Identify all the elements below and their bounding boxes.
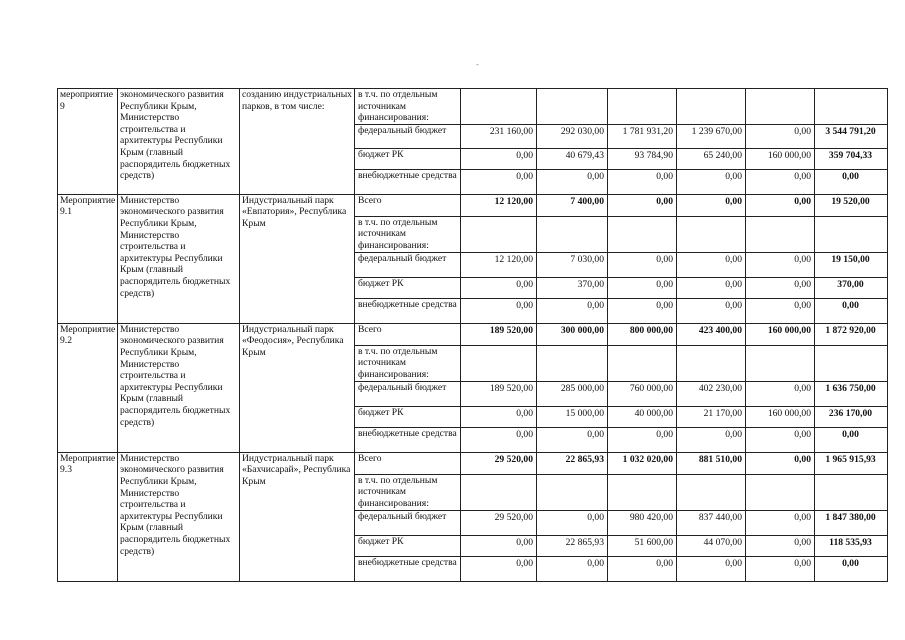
cell-year-4: 0,00 <box>677 427 746 452</box>
cell-year-2: 7 030,00 <box>537 252 608 277</box>
cell-year-2: 22 865,93 <box>537 452 608 474</box>
cell-year-3: 0,00 <box>608 277 677 298</box>
funding-source: в т.ч. по отдельным источникам финансирования: <box>355 216 461 252</box>
cell-year-5 <box>746 216 815 252</box>
cell-year-5: 0,00 <box>746 510 815 535</box>
cell-year-2: 292 030,00 <box>537 124 608 148</box>
cell-total <box>815 345 888 381</box>
cell-year-3: 980 420,00 <box>608 510 677 535</box>
cell-year-3: 1 781 931,20 <box>608 124 677 148</box>
cell-year-2: 0,00 <box>537 298 608 323</box>
cell-year-1: 0,00 <box>461 169 537 194</box>
funding-source: федеральный бюджет <box>355 381 461 406</box>
measure-name: созданию индустриальных парков, в том числе: <box>240 89 355 195</box>
cell-year-2: 0,00 <box>537 510 608 535</box>
measure-code: мероприятие 9 <box>58 89 118 195</box>
cell-year-3: 0,00 <box>608 427 677 452</box>
funding-source: федеральный бюджет <box>355 124 461 148</box>
funding-source: федеральный бюджет <box>355 510 461 535</box>
cell-year-4: 0,00 <box>677 194 746 216</box>
cell-total: 0,00 <box>815 169 888 194</box>
cell-year-1: 0,00 <box>461 406 537 427</box>
cell-year-2: 0,00 <box>537 556 608 581</box>
funding-source: внебюджетные средства <box>355 169 461 194</box>
cell-year-5: 0,00 <box>746 427 815 452</box>
cell-total: 1 847 380,00 <box>815 510 888 535</box>
cell-year-5 <box>746 89 815 125</box>
cell-year-1 <box>461 474 537 510</box>
cell-year-3: 1 032 020,00 <box>608 452 677 474</box>
cell-year-1: 0,00 <box>461 277 537 298</box>
cell-total: 370,00 <box>815 277 888 298</box>
cell-year-2 <box>537 345 608 381</box>
measure-code: Мероприятие 9.1 <box>58 194 118 323</box>
cell-year-4: 0,00 <box>677 556 746 581</box>
cell-year-4: 0,00 <box>677 277 746 298</box>
funding-source: Всего <box>355 452 461 474</box>
table-row <box>58 323 888 345</box>
cell-year-5: 160 000,00 <box>746 148 815 169</box>
cell-year-2 <box>537 89 608 125</box>
cell-year-3: 51 600,00 <box>608 535 677 556</box>
funding-source: Всего <box>355 323 461 345</box>
cell-year-2: 15 000,00 <box>537 406 608 427</box>
cell-total: 0,00 <box>815 298 888 323</box>
cell-year-3: 760 000,00 <box>608 381 677 406</box>
cell-year-3 <box>608 216 677 252</box>
cell-year-2: 40 679,43 <box>537 148 608 169</box>
cell-year-3: 40 000,00 <box>608 406 677 427</box>
cell-year-4: 21 170,00 <box>677 406 746 427</box>
cell-total: 1 636 750,00 <box>815 381 888 406</box>
cell-total: 3 544 791,20 <box>815 124 888 148</box>
cell-year-3: 800 000,00 <box>608 323 677 345</box>
cell-total: 0,00 <box>815 556 888 581</box>
funding-source: внебюджетные средства <box>355 298 461 323</box>
cell-year-5 <box>746 345 815 381</box>
cell-year-5: 0,00 <box>746 194 815 216</box>
cell-total <box>815 216 888 252</box>
cell-year-3 <box>608 345 677 381</box>
cell-year-2: 285 000,00 <box>537 381 608 406</box>
cell-year-5: 0,00 <box>746 252 815 277</box>
cell-year-1: 231 160,00 <box>461 124 537 148</box>
measure-name: Индустриальный парк «Евпатория», Республика Крым <box>240 194 355 323</box>
cell-year-5: 0,00 <box>746 381 815 406</box>
cell-year-4: 44 070,00 <box>677 535 746 556</box>
financing-table <box>57 88 888 582</box>
cell-year-5: 160 000,00 <box>746 406 815 427</box>
funding-source: бюджет РК <box>355 277 461 298</box>
cell-year-1: 0,00 <box>461 298 537 323</box>
cell-year-4: 65 240,00 <box>677 148 746 169</box>
cell-year-5: 160 000,00 <box>746 323 815 345</box>
funding-source: Всего <box>355 194 461 216</box>
measure-name: Индустриальный парк «Феодосия», Республика Крым <box>240 323 355 452</box>
cell-year-3: 0,00 <box>608 252 677 277</box>
cell-year-4: 423 400,00 <box>677 323 746 345</box>
cell-total: 1 872 920,00 <box>815 323 888 345</box>
cell-year-4: 0,00 <box>677 298 746 323</box>
measure-code: Мероприятие 9.2 <box>58 323 118 452</box>
cell-year-4: 0,00 <box>677 169 746 194</box>
funding-source: бюджет РК <box>355 535 461 556</box>
cell-total <box>815 474 888 510</box>
cell-year-4: 1 239 670,00 <box>677 124 746 148</box>
table-row <box>58 194 888 216</box>
measure-executor: Министерство экономического развития Республики Крым, Министерство строительства и архитектуры Республики Крым (главный распорядитель бюджетных средств) <box>118 323 240 452</box>
cell-year-4 <box>677 345 746 381</box>
cell-year-3: 0,00 <box>608 194 677 216</box>
cell-total: 0,00 <box>815 427 888 452</box>
cell-year-4 <box>677 216 746 252</box>
funding-source: в т.ч. по отдельным источникам финансирования: <box>355 89 461 125</box>
cell-year-1: 12 120,00 <box>461 252 537 277</box>
funding-source: бюджет РК <box>355 406 461 427</box>
cell-year-5: 0,00 <box>746 124 815 148</box>
cell-year-5: 0,00 <box>746 535 815 556</box>
cell-year-4 <box>677 89 746 125</box>
measure-code: Мероприятие 9.3 <box>58 452 118 581</box>
cell-year-1 <box>461 89 537 125</box>
cell-year-1: 0,00 <box>461 535 537 556</box>
cell-total: 236 170,00 <box>815 406 888 427</box>
cell-year-2: 0,00 <box>537 169 608 194</box>
cell-year-1: 0,00 <box>461 148 537 169</box>
cell-year-4: 881 510,00 <box>677 452 746 474</box>
cell-year-2 <box>537 474 608 510</box>
cell-year-4: 402 230,00 <box>677 381 746 406</box>
cell-year-5: 0,00 <box>746 277 815 298</box>
cell-year-4: 0,00 <box>677 252 746 277</box>
table-row <box>58 89 888 125</box>
cell-year-2: 300 000,00 <box>537 323 608 345</box>
cell-year-1: 29 520,00 <box>461 452 537 474</box>
cell-year-3: 0,00 <box>608 169 677 194</box>
cell-year-2: 0,00 <box>537 427 608 452</box>
cell-year-2: 7 400,00 <box>537 194 608 216</box>
cell-year-1: 12 120,00 <box>461 194 537 216</box>
cell-year-2 <box>537 216 608 252</box>
table-row <box>58 452 888 474</box>
cell-total <box>815 89 888 125</box>
cell-total: 19 150,00 <box>815 252 888 277</box>
cell-year-1 <box>461 345 537 381</box>
cell-year-3: 93 784,90 <box>608 148 677 169</box>
cell-year-1 <box>461 216 537 252</box>
cell-year-5: 0,00 <box>746 452 815 474</box>
measure-name: Индустриальный парк «Бахчисарай», Республика Крым <box>240 452 355 581</box>
cell-year-1: 29 520,00 <box>461 510 537 535</box>
cell-year-3: 0,00 <box>608 298 677 323</box>
cell-year-4: 837 440,00 <box>677 510 746 535</box>
cell-total: 19 520,00 <box>815 194 888 216</box>
cell-year-5: 0,00 <box>746 169 815 194</box>
funding-source: внебюджетные средства <box>355 427 461 452</box>
measure-executor: Министерство экономического развития Республики Крым, Министерство строительства и архитектуры Республики Крым (главный распорядитель бюджетных средств) <box>118 452 240 581</box>
page-mark: - <box>476 60 479 69</box>
cell-total: 1 965 915,93 <box>815 452 888 474</box>
cell-year-5: 0,00 <box>746 556 815 581</box>
cell-year-1: 0,00 <box>461 427 537 452</box>
cell-year-3 <box>608 89 677 125</box>
cell-year-5 <box>746 474 815 510</box>
cell-year-2: 370,00 <box>537 277 608 298</box>
funding-source: внебюджетные средства <box>355 556 461 581</box>
measure-executor: экономического развития Республики Крым, Министерство строительства и архитектуры Республики Крым (главный распорядитель бюджетных средств) <box>118 89 240 195</box>
cell-year-1: 0,00 <box>461 556 537 581</box>
cell-year-5: 0,00 <box>746 298 815 323</box>
cell-year-1: 189 520,00 <box>461 381 537 406</box>
cell-year-4 <box>677 474 746 510</box>
measure-executor: Министерство экономического развития Республики Крым, Министерство строительства и архитектуры Республики Крым (главный распорядитель бюджетных средств) <box>118 194 240 323</box>
cell-total: 118 535,93 <box>815 535 888 556</box>
cell-total: 359 704,33 <box>815 148 888 169</box>
cell-year-2: 22 865,93 <box>537 535 608 556</box>
cell-year-3 <box>608 474 677 510</box>
cell-year-1: 189 520,00 <box>461 323 537 345</box>
funding-source: в т.ч. по отдельным источникам финансирования: <box>355 345 461 381</box>
funding-source: в т.ч. по отдельным источникам финансирования: <box>355 474 461 510</box>
cell-year-3: 0,00 <box>608 556 677 581</box>
funding-source: федеральный бюджет <box>355 252 461 277</box>
funding-source: бюджет РК <box>355 148 461 169</box>
